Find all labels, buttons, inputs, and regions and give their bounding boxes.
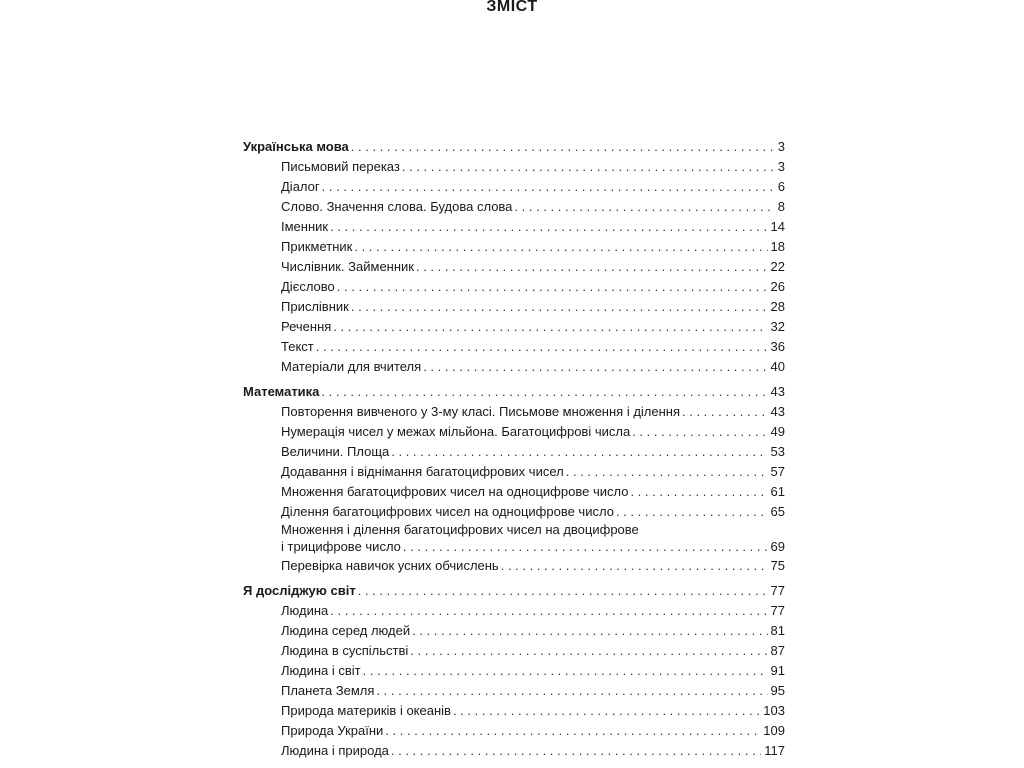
toc-page-number: 18 [770, 239, 785, 254]
toc-entry-title: Людина і світ [281, 663, 361, 678]
toc-entry-title: Нумерація чисел у межах мільйона. Багатоцифрові числа [281, 424, 631, 439]
toc-entry[interactable] [243, 422, 785, 442]
toc-entry[interactable] [243, 237, 785, 257]
toc-leader-dots [410, 641, 767, 661]
toc-entry[interactable] [243, 442, 785, 462]
toc-leader-dots [412, 621, 767, 641]
toc-leader-dots [351, 137, 775, 157]
toc-page-number: 77 [770, 583, 785, 598]
toc-leader-dots [403, 538, 768, 556]
toc-entry[interactable] [243, 482, 785, 502]
toc-page-number: 3 [777, 159, 785, 174]
toc-entry-title-line: Множення і ділення багатоцифрових чисел на двоцифрове [281, 522, 639, 537]
toc-page-number: 49 [770, 424, 785, 439]
toc-entry[interactable] [243, 741, 785, 761]
toc-leader-dots [453, 701, 760, 721]
table-of-contents [243, 137, 785, 766]
toc-entry-title: Природа материків і океанів [281, 703, 451, 718]
toc-page-number: 117 [764, 743, 785, 758]
toc-entry-title: Людина в суспільстві [281, 643, 409, 658]
toc-leader-dots [616, 502, 768, 522]
toc-page-number: 57 [770, 464, 785, 479]
toc-section-math [243, 382, 785, 576]
toc-entry-multiline[interactable] [243, 522, 785, 556]
toc-page-number: 87 [770, 643, 785, 658]
toc-entry-title: Текст [281, 339, 314, 354]
toc-page-number: 75 [770, 558, 785, 573]
toc-entry-title: Числівник. Займенник [281, 259, 414, 274]
toc-entry-title: Матеріали для вчителя [281, 359, 422, 374]
toc-leader-dots [416, 257, 768, 277]
toc-entry[interactable] [243, 641, 785, 661]
toc-leader-dots [354, 237, 767, 257]
toc-leader-dots [321, 382, 767, 402]
toc-leader-dots [337, 277, 768, 297]
toc-entry-title: Природа України [281, 723, 384, 738]
toc-entry[interactable] [243, 402, 785, 422]
toc-entry-title: Дієслово [281, 279, 335, 294]
toc-leader-dots [501, 556, 768, 576]
toc-page-number: 53 [770, 444, 785, 459]
toc-entry-title: Величини. Площа [281, 444, 390, 459]
toc-entry-title: Людина і природа [281, 743, 389, 758]
toc-page-number: 8 [777, 199, 785, 214]
toc-entry[interactable] [243, 157, 785, 177]
toc-page-number: 3 [777, 139, 785, 154]
toc-entry-title: Іменник [281, 219, 329, 234]
page-title: ЗМІСТ [486, 0, 538, 15]
toc-entry-title: Множення багатоцифрових чисел на одноцифрове число [281, 484, 629, 499]
toc-page-number: 103 [763, 703, 785, 718]
toc-entry-title: Додавання і віднімання багатоцифрових чисел [281, 464, 564, 479]
toc-entry[interactable] [243, 681, 785, 701]
toc-entry[interactable] [243, 337, 785, 357]
toc-entry[interactable] [243, 462, 785, 482]
toc-entry-title: Письмовий переказ [281, 159, 400, 174]
toc-entry[interactable] [243, 661, 785, 681]
toc-entry[interactable] [243, 197, 785, 217]
toc-leader-dots [330, 217, 767, 237]
toc-entry-title: Повторення вивченого у 3-му класі. Письмове множення і ділення [281, 404, 681, 419]
toc-page-number: 14 [770, 219, 785, 234]
toc-page-number: 26 [770, 279, 785, 294]
toc-entry-title: Людина серед людей [281, 623, 411, 638]
toc-leader-dots [423, 357, 767, 377]
toc-leader-dots [632, 422, 767, 442]
toc-entry[interactable] [243, 701, 785, 721]
toc-leader-dots [316, 337, 768, 357]
toc-leader-dots [330, 601, 767, 621]
toc-entry-title: Планета Земля [281, 683, 375, 698]
toc-leader-dots [682, 402, 768, 422]
toc-entry-title: Прикметник [281, 239, 353, 254]
toc-entry-title: Я досліджую світ [243, 583, 356, 598]
toc-leader-dots [363, 661, 768, 681]
toc-entry[interactable] [243, 177, 785, 197]
toc-page-number: 109 [763, 723, 785, 738]
toc-page-number: 43 [770, 404, 785, 419]
toc-leader-dots [391, 741, 761, 761]
toc-section-heading[interactable] [243, 137, 785, 157]
toc-leader-dots [376, 681, 767, 701]
toc-leader-dots [630, 482, 767, 502]
toc-entry[interactable] [243, 556, 785, 576]
toc-leader-dots [385, 721, 760, 741]
toc-entry[interactable] [243, 317, 785, 337]
toc-page-number: 61 [770, 484, 785, 499]
toc-leader-dots [333, 317, 767, 337]
toc-leader-dots [358, 581, 768, 601]
toc-section-heading[interactable] [243, 382, 785, 402]
toc-entry[interactable] [243, 297, 785, 317]
toc-entry-title: Діалог [281, 179, 320, 194]
toc-entry[interactable] [243, 357, 785, 377]
toc-page-number: 81 [770, 623, 785, 638]
toc-page-number: 91 [770, 663, 785, 678]
toc-entry[interactable] [243, 621, 785, 641]
toc-page-number: 6 [777, 179, 785, 194]
toc-entry-title: Українська мова [243, 139, 349, 154]
toc-page-number: 28 [770, 299, 785, 314]
toc-entry-title: Перевірка навичок усних обчислень [281, 558, 499, 573]
toc-page-number: 32 [770, 319, 785, 334]
toc-leader-dots [402, 157, 775, 177]
toc-page-number: 36 [770, 339, 785, 354]
toc-section-heading[interactable] [243, 581, 785, 601]
toc-page-number: 40 [770, 359, 785, 374]
toc-entry[interactable] [243, 601, 785, 621]
toc-leader-dots [566, 462, 768, 482]
toc-leader-dots [514, 197, 774, 217]
toc-page-number: 77 [770, 603, 785, 618]
toc-page-number: 65 [770, 504, 785, 519]
toc-entry[interactable] [243, 277, 785, 297]
toc-page-number: 43 [770, 384, 785, 399]
toc-entry[interactable] [243, 502, 785, 522]
toc-entry-title: Ділення багатоцифрових чисел на одноцифрове число [281, 504, 614, 519]
toc-entry-title: Математика [243, 384, 320, 399]
toc-entry[interactable] [243, 217, 785, 237]
toc-entry-title: Прислівник [281, 299, 349, 314]
toc-page-number: 69 [770, 539, 785, 554]
toc-entry-title: Речення [281, 319, 332, 334]
toc-entry-title-line: і трицифрове число [281, 539, 401, 554]
toc-page-number: 22 [770, 259, 785, 274]
toc-entry-title: Слово. Значення слова. Будова слова [281, 199, 513, 214]
toc-entry[interactable] [243, 721, 785, 741]
toc-section-world [243, 581, 785, 761]
toc-page-number: 95 [770, 683, 785, 698]
toc-entry-title: Людина [281, 603, 329, 618]
toc-leader-dots [391, 442, 767, 462]
toc-leader-dots [351, 297, 768, 317]
toc-entry[interactable] [243, 257, 785, 277]
toc-section-ukrainian [243, 137, 785, 377]
toc-leader-dots [322, 177, 775, 197]
